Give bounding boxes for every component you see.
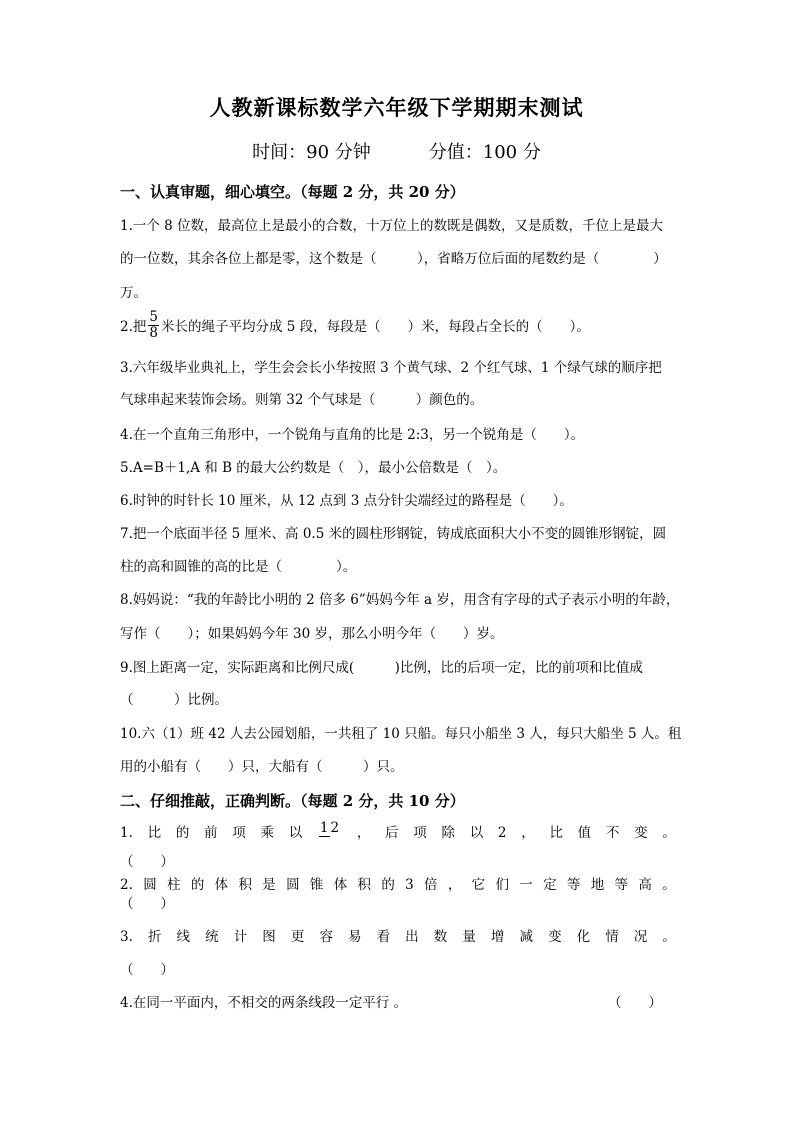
j2-token: 锥 xyxy=(309,877,324,893)
j3-token: 看 xyxy=(376,929,391,945)
j1-token: 。 xyxy=(662,825,676,841)
j1-token: 除 xyxy=(441,825,455,841)
j2-token: 高 xyxy=(638,877,652,893)
j1-token: 前 xyxy=(204,825,218,841)
j3-token: 线 xyxy=(176,929,191,945)
judgement-3-answer[interactable]: （ ） xyxy=(120,962,174,978)
j3-token: 增 xyxy=(490,929,505,945)
j2-token: ， xyxy=(447,877,462,893)
j3-token: 易 xyxy=(348,929,362,945)
j3-token: 化 xyxy=(576,929,591,945)
j1-token: 变 xyxy=(634,825,648,841)
fraction-five-eighths xyxy=(148,310,159,341)
j3-token: 3. xyxy=(120,929,133,945)
question-7-line-1: 7.把一个底面半径 5 厘米、高 0.5 米的圆柱形钢锭，铸成底面积大小不变的圆锥形钢锭，圆 xyxy=(120,526,667,542)
question-2 xyxy=(120,309,676,343)
j3-token: 出 xyxy=(405,929,419,945)
j1-token: 乘 xyxy=(260,825,274,841)
j2-token: 积 xyxy=(238,877,252,893)
j1-token: 比 xyxy=(147,825,162,841)
fraction-one-half xyxy=(319,821,340,843)
time-label: 时间：90 分钟 xyxy=(252,142,371,163)
fraction-denominator: 8 xyxy=(149,325,158,341)
j3-token: 况 xyxy=(633,929,648,945)
fraction-denominator: 2 xyxy=(330,820,340,836)
j3-token: 数 xyxy=(433,929,448,945)
j2-token: 2. xyxy=(120,877,133,893)
j2-token: 等 xyxy=(614,877,629,893)
j1-token: 值 xyxy=(577,825,592,841)
fraction-numerator: 5 xyxy=(149,309,158,325)
j1-token: ， xyxy=(521,825,535,841)
judgement-1-answer[interactable]: （ ） xyxy=(120,854,174,870)
question-2-prefix: 2.把 xyxy=(120,319,147,335)
j3-token: 量 xyxy=(462,929,476,945)
exam-info xyxy=(0,138,793,164)
j2-token: 。 xyxy=(662,877,676,893)
question-3-line-2: 气球串起来装饰会场。则第 32 个气球是（ ）颜色的。 xyxy=(120,392,484,408)
question-9-line-1: 9.图上距离一定，实际距离和比例尺成( )比例，比的后项一定，比的前项和比值成 xyxy=(120,660,643,676)
j1-token: 的 xyxy=(175,825,190,841)
j2-token: 是 xyxy=(262,877,276,893)
j1-token: 项 xyxy=(232,825,246,841)
question-10-line-1: 10.六（1）班 42 人去公园划船，一共租了 10 只船。每只小船坐 3 人，每只大船坐 5 人。租 xyxy=(120,726,682,742)
j1-token: 1. xyxy=(120,825,133,841)
question-1-line-3: 万。 xyxy=(120,285,147,301)
judgement-4 xyxy=(120,993,676,1013)
j2-token: 它 xyxy=(471,877,486,893)
question-4: 4.在一个直角三角形中，一个锐角与直角的比是 2:3，另一个锐角是（ ）。 xyxy=(120,427,585,443)
j2-token: 的 xyxy=(190,877,205,893)
judgement-4-answer[interactable]: （ ） xyxy=(608,995,662,1011)
j3-token: 减 xyxy=(519,929,533,945)
j2-token: 地 xyxy=(590,877,605,893)
j1-token: 2 xyxy=(497,825,507,841)
question-3-line-1: 3.六年级毕业典礼上，学生会会长小华按照 3 个黄气球、2 个红气球、1 个绿气球的顺序把 xyxy=(120,360,662,376)
j2-token: 倍 xyxy=(424,877,438,893)
j2-token: 柱 xyxy=(167,877,181,893)
fraction-numerator: 1 xyxy=(319,820,329,836)
j2-token: 3 xyxy=(405,877,414,893)
j2-token: 定 xyxy=(543,877,557,893)
judgement-1-line-1 xyxy=(120,822,676,844)
question-10-line-2: 用的小船有（ ）只，大船有（ ）只。 xyxy=(120,759,404,775)
question-2-text: 米长的绳子平均分成 5 段，每段是（ ）米，每段占全长的（ ）。 xyxy=(160,319,590,335)
j3-token: 容 xyxy=(319,929,333,945)
j2-token: 等 xyxy=(566,877,581,893)
j1-token: 不 xyxy=(605,825,620,841)
page-title: 人教新课标数学六年级下学期期末测试 xyxy=(209,95,584,120)
j1-token: 后 xyxy=(385,825,399,841)
j3-token: 。 xyxy=(662,929,676,945)
j3-token: 统 xyxy=(205,929,219,945)
j1-token: 以 xyxy=(288,825,303,841)
j3-token: 折 xyxy=(147,929,162,945)
question-9-line-2: （ ）比例。 xyxy=(120,692,228,708)
question-8-line-2: 写作（ ）；如果妈妈今年 30 岁，那么小明今年（ ）岁。 xyxy=(120,626,504,642)
j1-token: ， xyxy=(356,825,371,841)
j2-token: 圆 xyxy=(143,877,157,893)
question-6: 6.时钟的时针长 10 厘米，从 12 点到 3 点分针尖端经过的路程是（ ）。 xyxy=(120,493,573,509)
j2-token: 的 xyxy=(381,877,395,893)
judgement-2-line-1 xyxy=(120,875,676,895)
j3-token: 更 xyxy=(290,929,305,945)
j1-token: 项 xyxy=(413,825,427,841)
question-1-line-1: 1.一个 8 位数，最高位上是最小的合数，十万位上的数既是偶数，又是质数，千位上是最大 xyxy=(120,218,664,234)
section-1-heading: 一、认真审题，细心填空。（每题 2 分，共 20 分） xyxy=(120,183,465,201)
judgement-4-text: 4.在同一平面内，不相交的两条线段一定平行 。 xyxy=(120,995,408,1011)
j2-token: 体 xyxy=(333,877,348,893)
question-8-line-1: 8.妈妈说：“我的年龄比小明的 2 倍多 6”妈妈今年 a 岁，用含有字母的式子表示小明的年龄， xyxy=(120,592,680,608)
judgement-2-answer[interactable]: （ ） xyxy=(120,896,174,912)
judgement-3-line-1 xyxy=(120,927,676,947)
j3-token: 变 xyxy=(548,929,562,945)
score-label: 分值：100 分 xyxy=(428,142,541,163)
section-2-heading: 二、仔细推敲，正确判断。（每题 2 分，共 10 分） xyxy=(120,792,465,810)
j3-token: 图 xyxy=(262,929,276,945)
question-7-line-2: 柱的高和圆锥的高的比是（ ）。 xyxy=(120,559,357,575)
question-1-line-2: 的一位数，其余各位上都是零，这个数是（ ），省略万位后面的尾数约是（ ） xyxy=(120,251,667,267)
question-5: 5.A=B＋1,A 和 B 的最大公约数是（ ），最小公倍数是（ ）。 xyxy=(120,460,507,476)
j1-token: 以 xyxy=(469,825,484,841)
j2-token: 体 xyxy=(214,877,229,893)
j3-token: 情 xyxy=(605,929,619,945)
j2-token: 们 xyxy=(495,877,509,893)
j2-token: 积 xyxy=(357,877,372,893)
j3-token: 计 xyxy=(233,929,248,945)
j2-token: 一 xyxy=(519,877,533,893)
j1-token: 比 xyxy=(549,825,563,841)
j2-token: 圆 xyxy=(286,877,300,893)
